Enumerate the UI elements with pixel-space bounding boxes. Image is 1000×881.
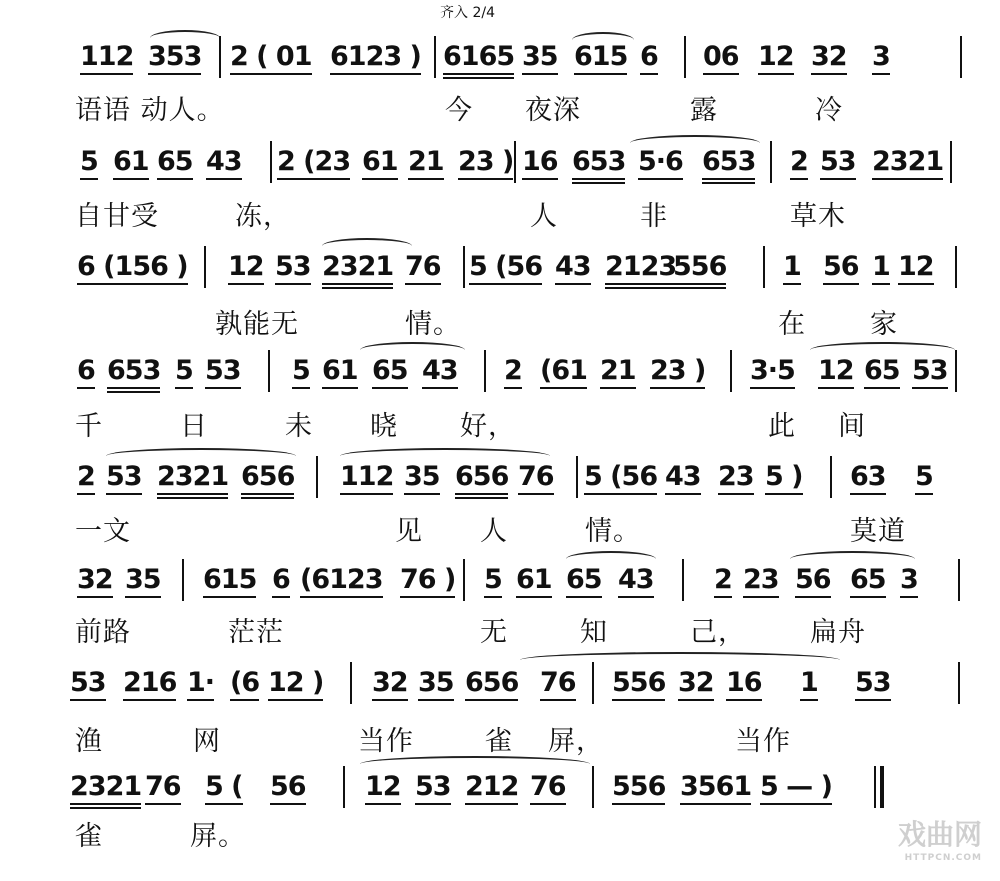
note-group: 56 — [823, 251, 859, 282]
note-group: 6 (156 ) — [77, 251, 188, 282]
lyric-line-2 — [0, 200, 1000, 234]
lyric: 语语 动人。 — [75, 95, 225, 126]
lyric: 家 — [870, 309, 898, 340]
note-group: 556 — [612, 771, 666, 802]
note-group: 556 — [612, 667, 666, 698]
notation-line-1 — [0, 40, 1000, 80]
lyric: 自甘受 — [75, 201, 159, 232]
lyric: 扁舟 — [810, 617, 866, 648]
note-group: 21 — [408, 146, 444, 177]
lyric: 间 — [838, 411, 866, 442]
barline — [960, 36, 962, 78]
lyric: 未 — [285, 411, 313, 442]
note-group: 3 — [900, 564, 918, 595]
barline — [514, 141, 516, 183]
note-group: 76 — [530, 771, 566, 802]
note-group: 65 — [850, 564, 886, 595]
lyric-line-8 — [0, 820, 1000, 854]
lyric: 人 — [530, 201, 558, 232]
note-group: 23 — [718, 461, 754, 492]
lyric: 冷 — [815, 95, 843, 126]
note-group: 656 — [465, 667, 519, 698]
note-group: 76 — [405, 251, 441, 282]
barline — [434, 36, 436, 78]
note-group: 61 — [113, 146, 149, 177]
note-group: 5 — [80, 146, 98, 177]
note-group: 53 — [106, 461, 142, 492]
barline — [182, 559, 184, 601]
lyric-line-3 — [0, 308, 1000, 342]
slur — [340, 448, 550, 464]
note-group: 56 — [795, 564, 831, 595]
lyric-line-6 — [0, 616, 1000, 650]
barline — [484, 350, 486, 392]
note-group: 76 — [518, 461, 554, 492]
note-group: 35 — [522, 41, 558, 72]
lyric-line-4 — [0, 410, 1000, 444]
final-barline-thick — [880, 766, 884, 808]
note-group: 2321 — [872, 146, 944, 177]
lyric: 见 — [395, 516, 423, 547]
lyric: 晓 — [370, 411, 398, 442]
lyric: 当作 — [358, 726, 414, 757]
note-group: 2 — [790, 146, 808, 177]
note-group: (6123 — [300, 564, 383, 595]
lyric: 日 — [180, 411, 208, 442]
note-group: 2123 — [605, 251, 677, 282]
note-group: 61 — [322, 355, 358, 386]
barline — [463, 246, 465, 288]
lyric: 夜深 — [525, 95, 581, 126]
tempo-mark: 齐入 2/4 — [440, 5, 495, 21]
lyric: 雀 — [75, 821, 103, 852]
note-group: 5 ) — [765, 461, 803, 492]
note-group: 53 — [415, 771, 451, 802]
note-group: 216 — [123, 667, 177, 698]
note-group: 3561 — [680, 771, 752, 802]
notation-line-8 — [0, 770, 1000, 810]
note-group: 43 — [665, 461, 701, 492]
barline — [830, 456, 832, 498]
lyric: 己， — [690, 617, 746, 648]
note-group: 2321 — [322, 251, 394, 282]
barline — [463, 559, 465, 601]
lyric-line-7 — [0, 725, 1000, 759]
note-group: 2 — [77, 461, 95, 492]
lyric: 草木 — [790, 201, 846, 232]
lyric: 无 — [480, 617, 508, 648]
lyric: 渔 — [75, 726, 103, 757]
note-group: 23 ) — [650, 355, 706, 386]
note-group: 5 — [484, 564, 502, 595]
watermark-url: HTTPCN.COM — [904, 853, 982, 863]
note-group: 76 ) — [400, 564, 456, 595]
lyric: 前路 — [75, 617, 131, 648]
barline — [592, 766, 594, 808]
note-group: 12 — [758, 41, 794, 72]
slur — [360, 756, 590, 772]
note-group: 43 — [618, 564, 654, 595]
lyric-line-5 — [0, 515, 1000, 549]
note-group: 35 — [125, 564, 161, 595]
watermark-text: 戏曲网 — [897, 818, 982, 851]
note-group: 5 — [292, 355, 310, 386]
slur — [150, 30, 220, 46]
slur — [572, 32, 634, 48]
note-group: 35 — [404, 461, 440, 492]
lyric: 千 — [75, 411, 103, 442]
lyric: 当作 — [735, 726, 791, 757]
note-group: 2321 — [157, 461, 229, 492]
barline — [770, 141, 772, 183]
notation-line-2 — [0, 145, 1000, 185]
note-group: 556 — [673, 251, 727, 282]
note-group: 653 — [572, 146, 626, 177]
lyric: 今 — [445, 95, 473, 126]
lyric: 非 — [640, 201, 668, 232]
lyric: 网 — [193, 726, 221, 757]
note-group: 1· — [187, 667, 215, 698]
lyric: 此 — [768, 411, 796, 442]
note-group: 53 — [205, 355, 241, 386]
note-group: 5 — [915, 461, 933, 492]
barline — [268, 350, 270, 392]
note-group: 2 (23 — [277, 146, 351, 177]
lyric: 孰能无 — [215, 309, 299, 340]
barline — [270, 141, 272, 183]
note-group: 61 — [516, 564, 552, 595]
barline — [576, 456, 578, 498]
note-group: 6 — [77, 355, 95, 386]
note-group: 12 — [228, 251, 264, 282]
note-group: 06 — [703, 41, 739, 72]
note-group: 53 — [855, 667, 891, 698]
lyric: 莫道 — [850, 516, 906, 547]
watermark-logo — [898, 813, 982, 863]
note-group: 6 — [272, 564, 290, 595]
note-group: 63 — [850, 461, 886, 492]
note-group: 12 — [818, 355, 854, 386]
note-group: 2 ( 01 — [230, 41, 312, 72]
note-group: 12 — [365, 771, 401, 802]
barline — [343, 766, 345, 808]
note-group: 21 — [600, 355, 636, 386]
note-group: 5·6 — [638, 146, 683, 177]
note-group: 12 ) — [268, 667, 324, 698]
note-group: 32 — [678, 667, 714, 698]
note-group: 112 — [340, 461, 394, 492]
note-group: 2321 — [70, 771, 142, 802]
note-group: 32 — [811, 41, 847, 72]
slur — [520, 652, 840, 668]
note-group: 112 — [80, 41, 134, 72]
barline — [350, 662, 352, 704]
note-group: 6123 ) — [330, 41, 421, 72]
note-group: 16 — [726, 667, 762, 698]
lyric: 屏， — [548, 726, 604, 757]
note-group: 5 — ) — [760, 771, 832, 802]
note-group: 212 — [465, 771, 519, 802]
note-group: 56 — [270, 771, 306, 802]
note-group: 6165 — [443, 41, 515, 72]
note-group: 1 — [783, 251, 801, 282]
barline — [316, 456, 318, 498]
note-group: 1 — [872, 251, 890, 282]
lyric: 情。 — [405, 309, 461, 340]
note-group: 65 — [864, 355, 900, 386]
barline — [955, 246, 957, 288]
note-group: (6 — [230, 667, 260, 698]
note-group: (61 — [540, 355, 587, 386]
barline — [950, 141, 952, 183]
barline — [682, 559, 684, 601]
note-group: 615 — [574, 41, 628, 72]
note-group: 653 — [702, 146, 756, 177]
note-group: 61 — [362, 146, 398, 177]
notation-line-7 — [0, 666, 1000, 706]
note-group: 5 (56 — [469, 251, 543, 282]
slur — [810, 342, 955, 358]
barline — [955, 350, 957, 392]
slur — [106, 448, 296, 464]
note-group: 653 — [107, 355, 161, 386]
note-group: 1 — [800, 667, 818, 698]
notation-line-6 — [0, 563, 1000, 603]
note-group: 65 — [157, 146, 193, 177]
note-group: 5 (56 — [584, 461, 658, 492]
note-group: 3 — [872, 41, 890, 72]
note-group: 43 — [422, 355, 458, 386]
note-group: 76 — [145, 771, 181, 802]
notation-line-5 — [0, 460, 1000, 500]
lyric: 知 — [580, 617, 608, 648]
lyric: 人 — [480, 516, 508, 547]
barline — [958, 559, 960, 601]
barline — [592, 662, 594, 704]
note-group: 53 — [820, 146, 856, 177]
final-barline-thin — [874, 766, 876, 808]
lyric: 冻， — [235, 201, 291, 232]
note-group: 5 ( — [205, 771, 243, 802]
note-group: 2 — [714, 564, 732, 595]
note-group: 23 — [743, 564, 779, 595]
lyric: 好， — [460, 411, 516, 442]
note-group: 656 — [455, 461, 509, 492]
note-group: 65 — [566, 564, 602, 595]
note-group: 32 — [77, 564, 113, 595]
note-group: 656 — [241, 461, 295, 492]
slur — [630, 135, 760, 151]
note-group: 3·5 — [750, 355, 795, 386]
lyric: 在 — [778, 309, 806, 340]
note-group: 35 — [418, 667, 454, 698]
note-group: 353 — [148, 41, 202, 72]
note-group: 12 — [898, 251, 934, 282]
note-group: 32 — [372, 667, 408, 698]
barline — [958, 662, 960, 704]
slur — [360, 342, 465, 358]
note-group: 43 — [206, 146, 242, 177]
note-group: 5 — [175, 355, 193, 386]
note-group: 16 — [522, 146, 558, 177]
lyric: 露 — [690, 95, 718, 126]
lyric: 情。 — [585, 516, 641, 547]
notation-line-4 — [0, 354, 1000, 394]
lyric: 茫茫 — [228, 617, 284, 648]
barline — [763, 246, 765, 288]
note-group: 76 — [540, 667, 576, 698]
note-group: 2 — [504, 355, 522, 386]
note-group: 53 — [275, 251, 311, 282]
barline — [730, 350, 732, 392]
note-group: 53 — [70, 667, 106, 698]
note-group: 615 — [203, 564, 257, 595]
lyric: 屏。 — [190, 821, 246, 852]
slur — [566, 551, 656, 567]
note-group: 6 — [640, 41, 658, 72]
note-group: 53 — [912, 355, 948, 386]
slur — [322, 238, 412, 254]
note-group: 23 ) — [458, 146, 514, 177]
lyric: 一文 — [75, 516, 131, 547]
slur — [790, 551, 915, 567]
notation-line-3 — [0, 250, 1000, 290]
note-group: 43 — [555, 251, 591, 282]
lyric-line-1 — [0, 94, 1000, 128]
note-group: 65 — [372, 355, 408, 386]
barline — [204, 246, 206, 288]
barline — [684, 36, 686, 78]
lyric: 雀 — [485, 726, 513, 757]
